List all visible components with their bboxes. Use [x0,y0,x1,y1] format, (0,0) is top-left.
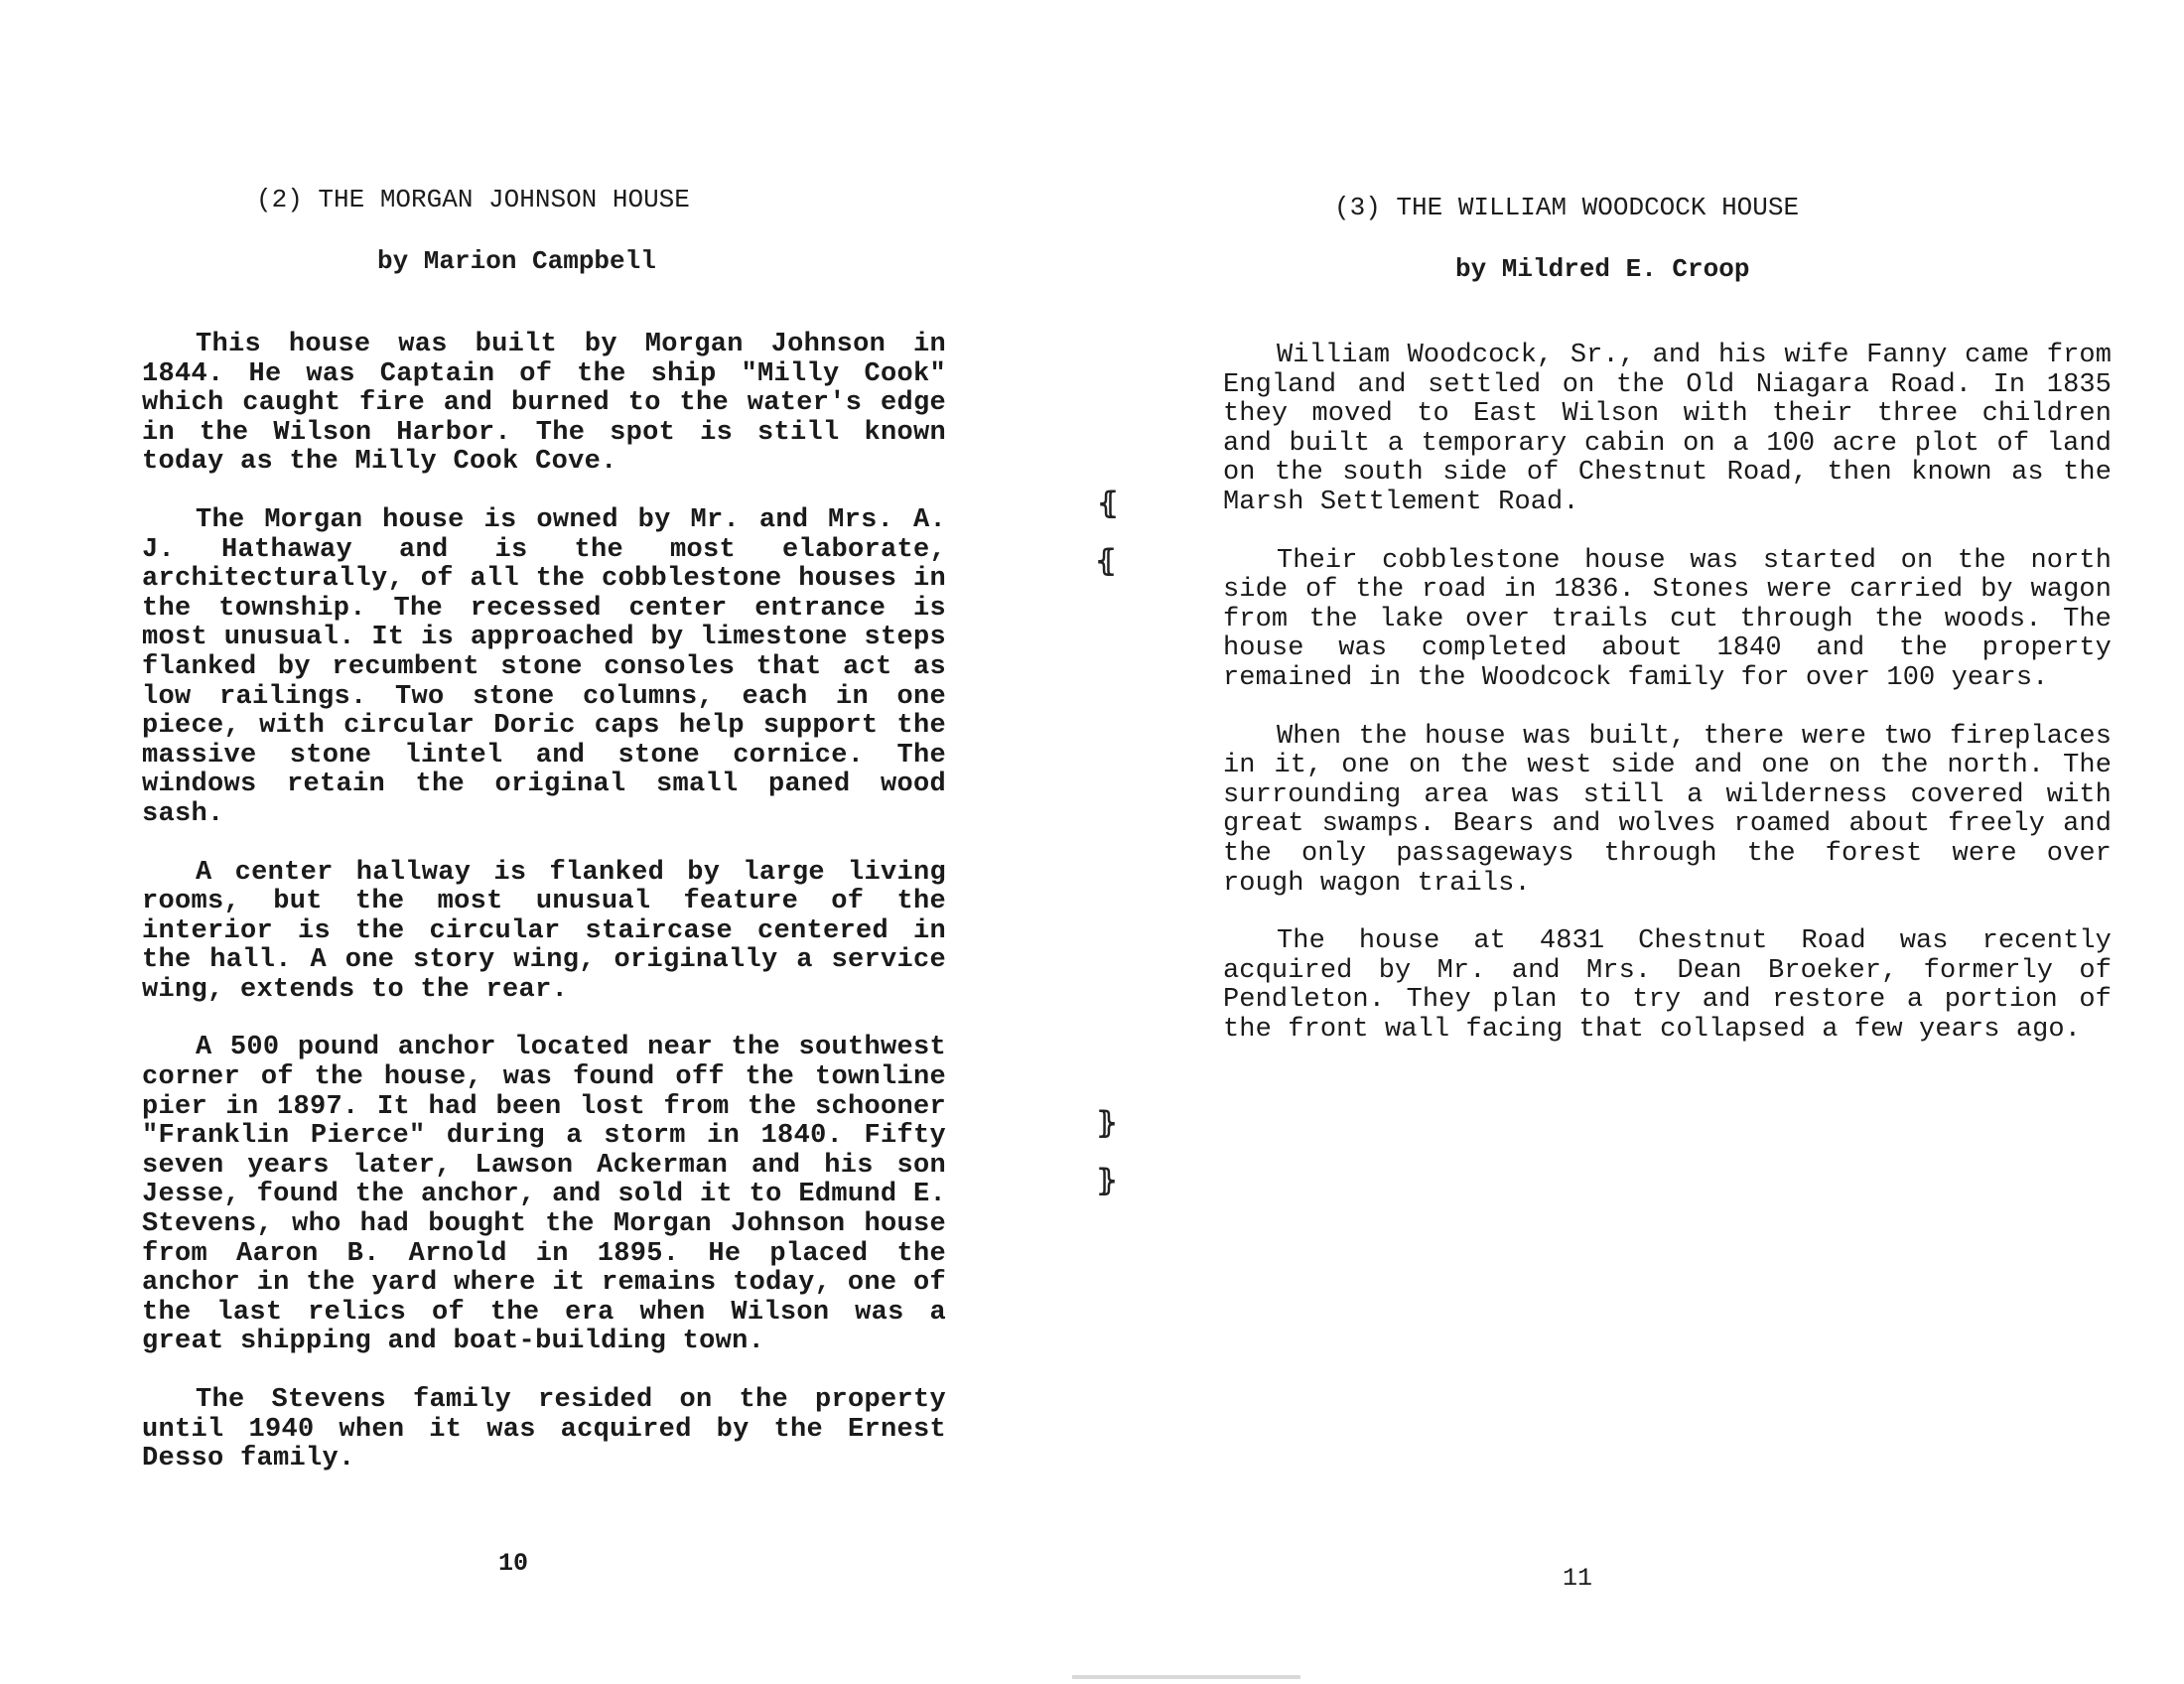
binding-hole-mark: ⦄ [1096,1106,1119,1141]
paragraph: A 500 pound anchor located near the southwest corner of the house, was found off the townline pier in 1897. It had been lost from the schooner "Franklin Pierce" during a storm in 1840. Fifty seven years later, Lawson Ackerman and his son Jesse, found the anchor, and sold it to Edmund E. Stevens, who had bought the Morgan Johnson house from Aaron B. Arnold in 1895. He placed the anchor in the yard where it remains today, one of the last relics of the era when Wilson was a great shipping and boat-building town. [142,1033,946,1357]
scan-edge-artifact [1072,1675,1300,1679]
section-number: (2) [256,185,303,214]
page-number: 11 [1563,1564,1593,1593]
paragraph: William Woodcock, Sr., and his wife Fanny came from England and settled on the Old Niagara Road. In 1835 they moved to East Wilson with their three children and built a temporary cabin on a 100 acre plot of land on the south side of Chestnut Road, then known as the Marsh Settlement Road. [1223,341,2112,517]
paragraph: The house at 4831 Chestnut Road was recently acquired by Mr. and Mrs. Dean Broeker, formerly of Pendleton. They plan to try and restore a portion of the front wall facing that collapsed a few years ago. [1223,926,2112,1045]
paragraph: Their cobblestone house was started on the north side of the road in 1836. Stones were carried by wagon from the lake over trails cut through the woods. The house was completed about 1840 and the property remained in the Woodcock family for over 100 years. [1223,545,2112,693]
byline: by Marion Campbell [377,246,656,276]
paragraph: The Morgan house is owned by Mr. and Mrs. A. J. Hathaway and is the most elaborate, architecturally, of all the cobblestone houses in the township. The recessed center entrance is most unusual. It is approached by limestone steps flanked by recumbent stone consoles that act as low railings. Two stone columns, each in one piece, with circular Doric caps help support the massive stone lintel and stone cornice. The windows retain the original small paned wood sash. [142,504,946,829]
binding-hole-mark: ⦄ [1096,1164,1119,1198]
article-body [142,331,946,1503]
article-title [256,185,690,214]
byline: by Mildred E. Croop [1455,254,1750,284]
paragraph: When the house was built, there were two fireplaces in it, one on the west side and one on the north. The surrounding area was still a wilderness covered with great swamps. Bears and wolves roamed about freely and the only passageways through the forest were over rough wagon trails. [1223,721,2112,899]
paragraph: A center hallway is flanked by large living rooms, but the most unusual feature of the interior is the circular staircase centered in the hall. A one story wing, originally a service wing, extends to the rear. [142,857,946,1005]
binding-hole-mark: ⦃ [1095,544,1118,579]
page-number: 10 [498,1549,529,1578]
section-number: (3) [1334,193,1381,222]
title-text: THE MORGAN JOHNSON HOUSE [318,185,690,214]
article-title [1334,193,1799,222]
binding-hole-mark: ⦃ [1097,487,1120,521]
right-page [1092,0,2184,1684]
paragraph: This house was built by Morgan Johnson in 1844. He was Captain of the ship "Milly Cook" which caught fire and burned to the water's edge in the Wilson Harbor. The spot is still known today as the Milly Cook Cove. [142,330,946,478]
paragraph: The Stevens family resided on the property until 1940 when it was acquired by the Ernest Desso family. [142,1385,946,1474]
article-body [1223,342,2112,1073]
title-text: THE WILLIAM WOODCOCK HOUSE [1396,193,1800,222]
